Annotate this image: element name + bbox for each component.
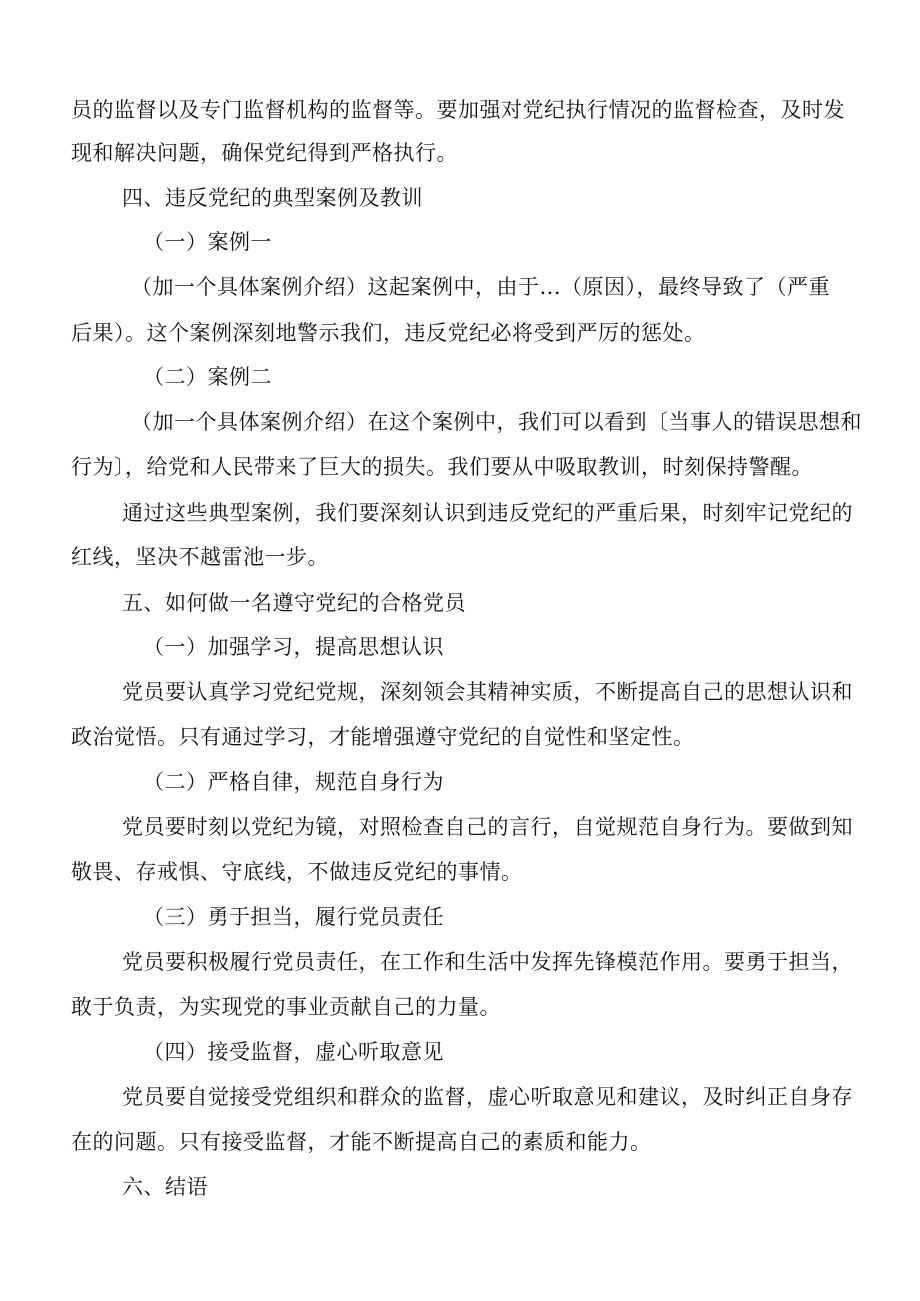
subsection-heading: （一）案例一 (143, 230, 272, 254)
paragraph-line: 员的监督以及专门监督机构的监督等。要加强对党纪执行情况的监督检查，及时发 (71, 98, 845, 122)
subsection-heading: （四）接受监督，虚心听取意见 (143, 1040, 444, 1064)
paragraph-line: 现和解决问题，确保党纪得到严格执行。 (71, 141, 458, 165)
paragraph-line: 党员要积极履行党员责任，在工作和生活中发挥先锋模范作用。要勇于担当， (122, 950, 853, 974)
paragraph-line: （加一个具体案例介绍）在这个案例中，我们可以看到〔当事人的错误思想和 (131, 410, 862, 434)
paragraph-line: 在的问题。只有接受监督，才能不断提高自己的素质和能力。 (71, 1130, 652, 1154)
paragraph-line: 敢于负责，为实现党的事业贡献自己的力量。 (71, 995, 501, 1019)
paragraph-line: 党员要时刻以党纪为镜，对照检查自己的言行，自觉规范自身行为。要做到知 (122, 815, 853, 839)
subsection-heading: （三）勇于担当，履行党员责任 (143, 905, 444, 929)
paragraph-line: 行为〕，给党和人民带来了巨大的损失。我们要从中吸取教训，时刻保持警醒。 (71, 455, 813, 479)
paragraph-line: 红线，坚决不越雷池一步。 (71, 545, 329, 569)
paragraph-line: 党员要自觉接受党组织和群众的监督，虚心听取意见和建议，及时纠正自身存 (122, 1085, 853, 1109)
paragraph-line: 党员要认真学习党纪党规，深刻领会其精神实质，不断提高自己的思想认识和 (122, 680, 853, 704)
subsection-heading: （二）严格自律，规范自身行为 (143, 770, 444, 794)
paragraph-line: 通过这些典型案例，我们要深刻认识到违反党纪的严重后果，时刻牢记党纪的 (122, 501, 853, 525)
section-heading: 五、如何做一名遵守党纪的合格党员 (122, 591, 466, 615)
paragraph-line: 敬畏、存戒惧、守底线，不做违反党纪的事情。 (71, 860, 523, 884)
section-heading: 四、违反党纪的典型案例及教训 (122, 186, 423, 210)
paragraph-line: 后果）。这个案例深刻地警示我们，违反党纪必将受到严厉的惩处。 (71, 321, 706, 345)
section-heading: 六、结语 (122, 1175, 208, 1199)
subsection-heading: （一）加强学习，提高思想认识 (143, 635, 444, 659)
paragraph-line: 政治觉悟。只有通过学习，才能增强遵守党纪的自觉性和坚定性。 (71, 725, 695, 749)
paragraph-line: （加一个具体案例介绍）这起案例中，由于...（原因），最终导致了（严重 (131, 275, 831, 299)
subsection-heading: （二）案例二 (143, 365, 272, 389)
